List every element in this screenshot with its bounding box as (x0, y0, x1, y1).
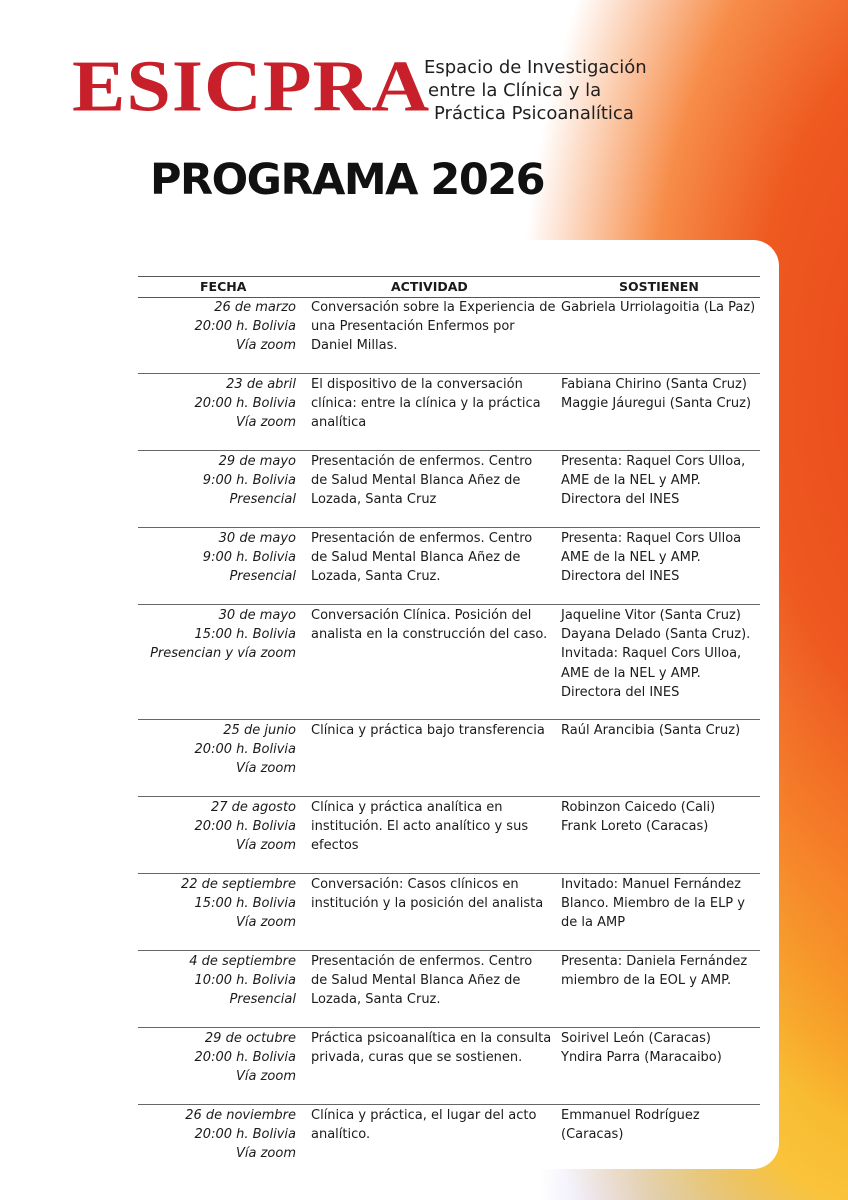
cell-fecha-line: Vía zoom (236, 415, 296, 431)
cell-actividad-line: de Salud Mental Blanca Añez de (311, 973, 521, 989)
table-row (138, 528, 760, 605)
cell-actividad (311, 529, 556, 587)
cell-fecha (138, 798, 296, 856)
cell-fecha-line: 26 de noviembre (185, 1108, 296, 1123)
cell-sostienen (561, 952, 759, 990)
cell-sostienen-line: Invitado: Manuel Fernández (561, 877, 741, 892)
cell-actividad-line: analista en la construcción del caso. (311, 627, 548, 643)
cell-sostienen-line: Presenta: Daniela Fernández (561, 954, 748, 969)
column-header-fecha: FECHA (200, 279, 247, 294)
cell-sostienen (561, 529, 759, 587)
cell-actividad-line: analítico. (311, 1127, 371, 1143)
cell-fecha-line: 20:00 h. Bolivia (194, 396, 296, 412)
cell-sostienen-line: Dayana Delado (Santa Cruz). (561, 627, 751, 643)
table-row (138, 1105, 760, 1181)
cell-actividad-line: Conversación Clínica. Posición del (311, 608, 532, 623)
cell-fecha (138, 606, 296, 664)
cell-sostienen-line: Emmanuel Rodríguez (561, 1108, 700, 1123)
cell-actividad-line: Daniel Millas. (311, 338, 398, 354)
cell-actividad (311, 298, 556, 356)
cell-sostienen-line: de la AMP (561, 915, 626, 931)
cell-fecha-line: Vía zoom (236, 915, 296, 931)
cell-sostienen-line: Directora del INES (561, 569, 680, 585)
cell-actividad-line: privada, curas que se sostienen. (311, 1050, 523, 1066)
cell-actividad (311, 375, 556, 433)
cell-actividad-line: El dispositivo de la conversación (311, 377, 523, 392)
table-row (138, 374, 760, 451)
cell-fecha-line: Vía zoom (236, 838, 296, 854)
cell-sostienen-line: miembro de la EOL y AMP. (561, 973, 732, 989)
cell-actividad-line: Presentación de enfermos. Centro (311, 454, 533, 469)
cell-fecha-line: Vía zoom (236, 761, 296, 777)
table-header (138, 276, 760, 298)
cell-sostienen (561, 452, 759, 510)
cell-sostienen-line: Maggie Jáuregui (Santa Cruz) (561, 396, 752, 412)
page-title: PROGRAMA 2026 (150, 155, 545, 205)
cell-sostienen (561, 1029, 759, 1067)
cell-fecha-line: 15:00 h. Bolivia (194, 627, 296, 643)
cell-fecha (138, 875, 296, 933)
cell-fecha (138, 952, 296, 1010)
cell-fecha-line: 10:00 h. Bolivia (194, 973, 296, 989)
cell-fecha (138, 1106, 296, 1164)
logo-tagline (424, 56, 647, 125)
cell-sostienen-line: Robinzon Caicedo (Cali) (561, 800, 716, 815)
cell-sostienen-line: Invitada: Raquel Cors Ulloa, (561, 646, 742, 662)
cell-sostienen (561, 606, 759, 702)
cell-actividad-line: Lozada, Santa Cruz. (311, 992, 441, 1008)
cell-fecha-line: 15:00 h. Bolivia (194, 896, 296, 912)
cell-sostienen (561, 798, 759, 836)
cell-fecha-line: 29 de mayo (218, 454, 296, 469)
column-header-sostienen: SOSTIENEN (619, 279, 699, 294)
cell-sostienen-line: Presenta: Raquel Cors Ulloa (561, 531, 742, 546)
cell-actividad-line: institución y la posición del analista (311, 896, 544, 912)
cell-actividad-line: de Salud Mental Blanca Añez de (311, 550, 521, 566)
cell-fecha (138, 529, 296, 587)
cell-actividad (311, 1106, 556, 1144)
cell-fecha-line: 30 de mayo (218, 608, 296, 623)
cell-fecha-line: Presencial (229, 569, 296, 585)
cell-fecha-line: 20:00 h. Bolivia (194, 1127, 296, 1143)
program-card (110, 240, 779, 1169)
cell-fecha (138, 721, 296, 779)
cell-fecha-line: Presencial (229, 492, 296, 508)
cell-actividad-line: Lozada, Santa Cruz (311, 492, 437, 508)
cell-fecha-line: Vía zoom (236, 1069, 296, 1085)
cell-fecha-line: 27 de agosto (210, 800, 296, 815)
cell-actividad-line: Clínica y práctica bajo transferencia (311, 723, 545, 738)
table-row (138, 951, 760, 1028)
cell-actividad-line: una Presentación Enfermos por (311, 319, 515, 335)
cell-fecha-line: 20:00 h. Bolivia (194, 819, 296, 835)
cell-fecha (138, 452, 296, 510)
cell-actividad-line: Presentación de enfermos. Centro (311, 531, 533, 546)
cell-fecha-line: Presencian y vía zoom (150, 646, 296, 662)
table-row (138, 1028, 760, 1105)
program-table-body (138, 297, 760, 1181)
cell-sostienen-line: Directora del INES (561, 684, 680, 700)
cell-actividad (311, 875, 556, 913)
cell-fecha-line: 9:00 h. Bolivia (202, 550, 296, 566)
cell-fecha-line: 30 de mayo (218, 531, 296, 546)
cell-fecha (138, 375, 296, 433)
cell-sostienen-line: AME de la NEL y AMP. (561, 665, 701, 681)
table-row (138, 797, 760, 874)
cell-actividad (311, 721, 556, 740)
cell-sostienen-line: Blanco. Miembro de la ELP y (561, 896, 745, 912)
table-row (138, 297, 760, 374)
cell-sostienen (561, 721, 759, 740)
cell-fecha-line: 29 de octubre (204, 1031, 296, 1046)
cell-fecha-line: Vía zoom (236, 1146, 296, 1162)
tagline-line: Práctica Psicoanalítica (434, 103, 634, 124)
cell-actividad-line: Presentación de enfermos. Centro (311, 954, 533, 969)
tagline-line: entre la Clínica y la (428, 80, 602, 101)
cell-sostienen-line: Presenta: Raquel Cors Ulloa, (561, 454, 746, 469)
cell-sostienen-line: Directora del INES (561, 492, 680, 508)
cell-fecha-line: 20:00 h. Bolivia (194, 742, 296, 758)
cell-actividad (311, 452, 556, 510)
column-header-actividad: ACTIVIDAD (391, 279, 468, 294)
cell-sostienen-line: Gabriela Urriolagoitia (La Paz) (561, 300, 756, 315)
cell-fecha-line: 26 de marzo (214, 300, 296, 315)
table-row (138, 451, 760, 528)
cell-sostienen-line: (Caracas) (561, 1127, 624, 1143)
cell-actividad (311, 606, 556, 644)
table-row (138, 720, 760, 797)
cell-sostienen (561, 375, 759, 413)
cell-actividad (311, 1029, 556, 1067)
cell-fecha-line: 20:00 h. Bolivia (194, 1050, 296, 1066)
cell-fecha-line: 4 de septiembre (189, 954, 296, 969)
cell-actividad (311, 952, 556, 1010)
cell-fecha-line: 25 de junio (223, 723, 296, 738)
cell-actividad-line: analítica (311, 415, 367, 431)
tagline-line: Espacio de Investigación (424, 57, 647, 78)
cell-sostienen-line: Frank Loreto (Caracas) (561, 819, 709, 835)
cell-fecha-line: 22 de septiembre (180, 877, 296, 892)
cell-actividad-line: de Salud Mental Blanca Añez de (311, 473, 521, 489)
cell-sostienen-line: Fabiana Chirino (Santa Cruz) (561, 377, 747, 392)
cell-sostienen (561, 1106, 759, 1144)
cell-fecha-line: 20:00 h. Bolivia (194, 319, 296, 335)
cell-fecha (138, 1029, 296, 1087)
cell-actividad-line: efectos (311, 838, 359, 854)
esicpra-logo: ESICPRA (72, 46, 431, 128)
table-row (138, 874, 760, 951)
cell-actividad-line: Clínica y práctica, el lugar del acto (311, 1108, 537, 1123)
cell-fecha-line: 23 de abril (226, 377, 296, 392)
cell-actividad-line: Práctica psicoanalítica en la consulta (311, 1031, 552, 1046)
cell-fecha (138, 298, 296, 356)
cell-fecha-line: 9:00 h. Bolivia (202, 473, 296, 489)
cell-sostienen (561, 875, 759, 933)
cell-fecha-line: Presencial (229, 992, 296, 1008)
cell-actividad-line: Lozada, Santa Cruz. (311, 569, 441, 585)
cell-sostienen-line: Raúl Arancibia (Santa Cruz) (561, 723, 741, 738)
cell-sostienen-line: AME de la NEL y AMP. (561, 550, 701, 566)
cell-actividad-line: clínica: entre la clínica y la práctica (311, 396, 541, 412)
cell-sostienen-line: Yndira Parra (Maracaibo) (561, 1050, 722, 1066)
cell-actividad (311, 798, 556, 856)
cell-sostienen-line: Soirivel León (Caracas) (561, 1031, 711, 1046)
cell-actividad-line: Conversación sobre la Experiencia de (311, 300, 556, 315)
cell-sostienen-line: AME de la NEL y AMP. (561, 473, 701, 489)
table-row (138, 605, 760, 720)
cell-actividad-line: Clínica y práctica analítica en (311, 800, 503, 815)
cell-actividad-line: Conversación: Casos clínicos en (311, 877, 519, 892)
cell-actividad-line: institución. El acto analítico y sus (311, 819, 529, 835)
cell-fecha-line: Vía zoom (236, 338, 296, 354)
cell-sostienen (561, 298, 759, 317)
cell-sostienen-line: Jaqueline Vitor (Santa Cruz) (561, 608, 741, 623)
